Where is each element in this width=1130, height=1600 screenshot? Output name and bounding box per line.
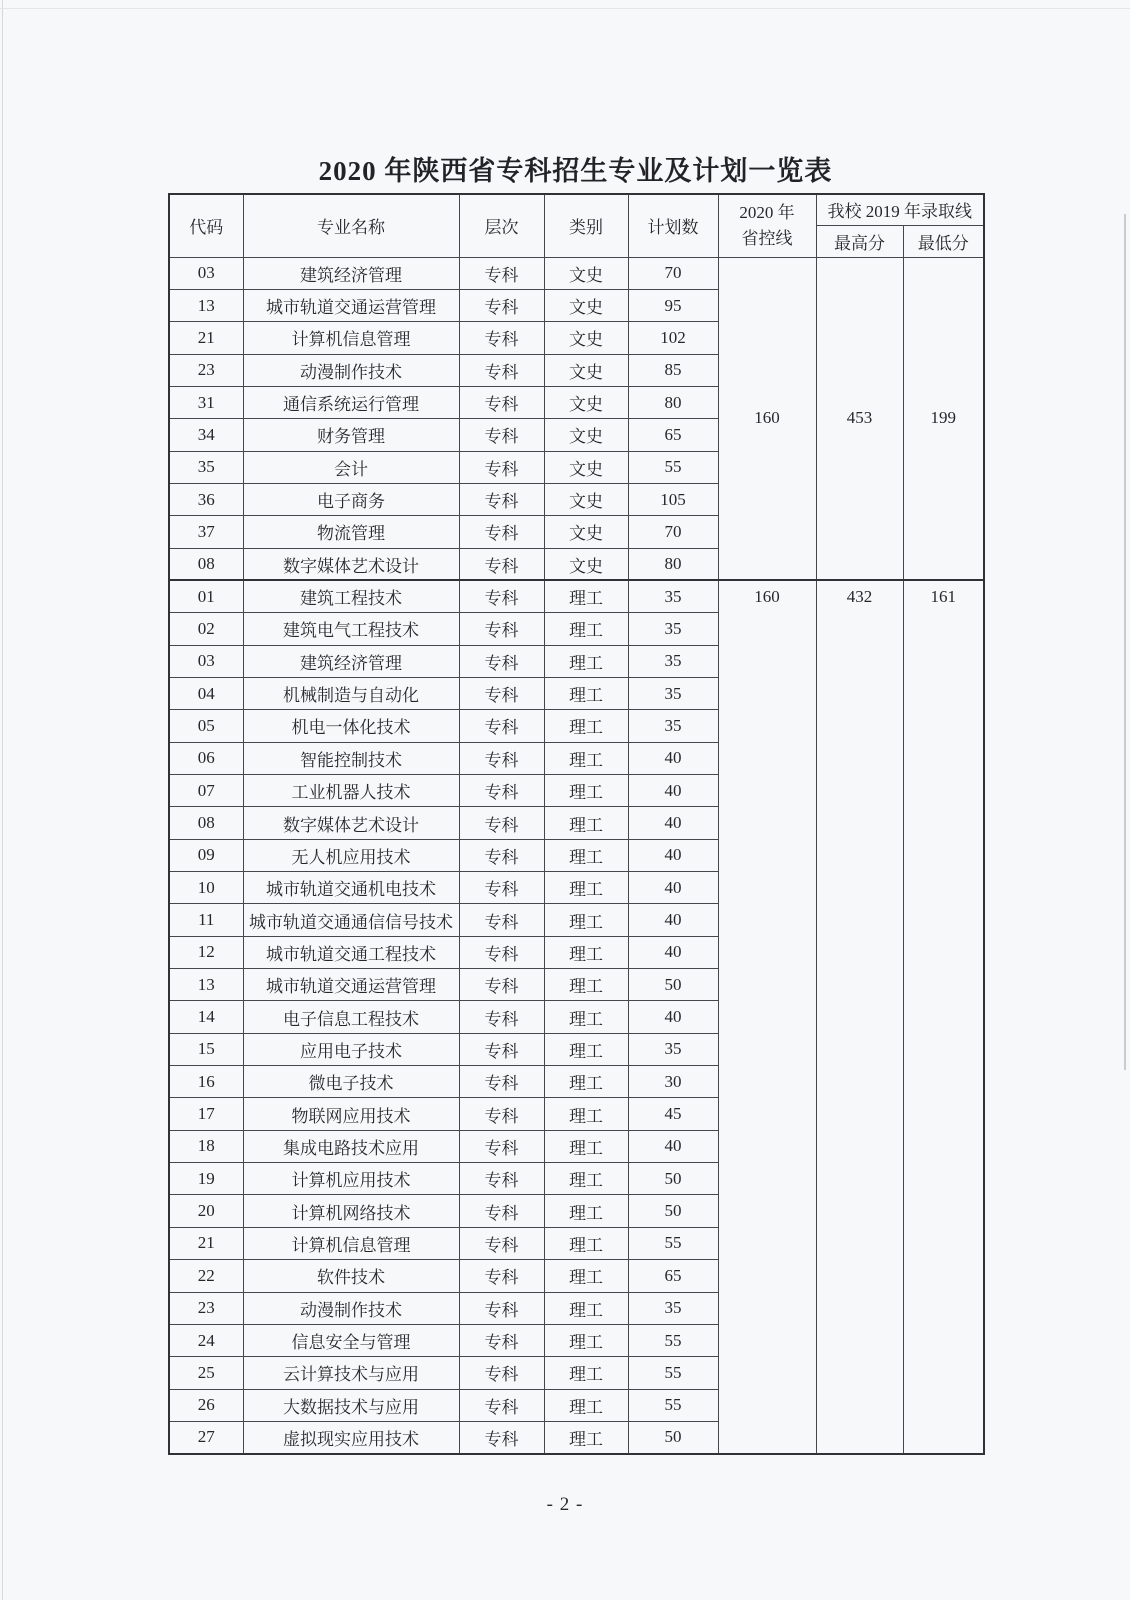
cell-level: 专科 — [459, 807, 544, 839]
cell-category: 理工 — [544, 1227, 628, 1259]
cell-control_line: 160 — [718, 257, 816, 580]
cell-major: 智能控制技术 — [243, 742, 459, 774]
cell-plan: 35 — [628, 1033, 718, 1065]
cell-category: 理工 — [544, 677, 628, 709]
cell-major: 计算机信息管理 — [243, 322, 459, 354]
cell-major: 电子信息工程技术 — [243, 1001, 459, 1033]
cell-code: 20 — [169, 1195, 243, 1227]
cell-plan: 45 — [628, 1098, 718, 1130]
cell-level: 专科 — [459, 677, 544, 709]
cell-category: 理工 — [544, 1260, 628, 1292]
cell-min_score: 161 — [903, 580, 984, 1453]
cell-level: 专科 — [459, 775, 544, 807]
cell-level: 专科 — [459, 839, 544, 871]
cell-control_line: 160 — [718, 580, 816, 1453]
cell-code: 10 — [169, 872, 243, 904]
cell-category: 文史 — [544, 419, 628, 451]
cell-code: 23 — [169, 354, 243, 386]
cell-category: 文史 — [544, 322, 628, 354]
cell-level: 专科 — [459, 451, 544, 483]
cell-major: 城市轨道交通机电技术 — [243, 872, 459, 904]
cell-major: 数字媒体艺术设计 — [243, 548, 459, 580]
cell-category: 理工 — [544, 1130, 628, 1162]
cell-level: 专科 — [459, 613, 544, 645]
cell-code: 13 — [169, 289, 243, 321]
cell-plan: 40 — [628, 775, 718, 807]
scan-edge-left — [2, 0, 3, 1600]
cell-code: 36 — [169, 483, 243, 515]
cell-category: 文史 — [544, 354, 628, 386]
cell-plan: 55 — [628, 1227, 718, 1259]
cell-level: 专科 — [459, 904, 544, 936]
cell-plan: 40 — [628, 839, 718, 871]
cell-major: 通信系统运行管理 — [243, 386, 459, 418]
cell-level: 专科 — [459, 1357, 544, 1389]
cell-level: 专科 — [459, 1389, 544, 1421]
cell-code: 15 — [169, 1033, 243, 1065]
page-number: - 2 - — [546, 1494, 584, 1515]
cell-plan: 102 — [628, 322, 718, 354]
cell-plan: 65 — [628, 1260, 718, 1292]
header-control-line-1: 2020 年 — [739, 202, 795, 222]
cell-category: 理工 — [544, 839, 628, 871]
cell-max_score: 432 — [816, 580, 903, 1453]
cell-level: 专科 — [459, 289, 544, 321]
header-school-2019-group: 我校 2019 年录取线 — [816, 194, 984, 225]
cell-category: 理工 — [544, 1195, 628, 1227]
cell-plan: 65 — [628, 419, 718, 451]
cell-major: 会计 — [243, 451, 459, 483]
cell-code: 05 — [169, 710, 243, 742]
cell-major: 计算机网络技术 — [243, 1195, 459, 1227]
cell-level: 专科 — [459, 1292, 544, 1324]
header-control-line-2: 省控线 — [741, 228, 793, 248]
header-min-score: 最低分 — [903, 225, 984, 257]
cell-major: 应用电子技术 — [243, 1033, 459, 1065]
cell-level: 专科 — [459, 1227, 544, 1259]
cell-level: 专科 — [459, 354, 544, 386]
cell-plan: 50 — [628, 1195, 718, 1227]
cell-major: 电子商务 — [243, 483, 459, 515]
cell-plan: 55 — [628, 1357, 718, 1389]
cell-category: 文史 — [544, 483, 628, 515]
cell-plan: 50 — [628, 1421, 718, 1453]
cell-plan: 85 — [628, 354, 718, 386]
cell-plan: 35 — [628, 677, 718, 709]
cell-code: 09 — [169, 839, 243, 871]
cell-major: 集成电路技术应用 — [243, 1130, 459, 1162]
cell-level: 专科 — [459, 483, 544, 515]
cell-category: 理工 — [544, 775, 628, 807]
cell-level: 专科 — [459, 1260, 544, 1292]
cell-major: 建筑经济管理 — [243, 257, 459, 289]
enrollment-plan-table — [168, 193, 985, 1455]
cell-major: 建筑工程技术 — [243, 580, 459, 612]
cell-code: 21 — [169, 1227, 243, 1259]
cell-plan: 55 — [628, 1389, 718, 1421]
scan-edge-right — [1124, 214, 1126, 1070]
cell-code: 08 — [169, 548, 243, 580]
cell-major: 动漫制作技术 — [243, 1292, 459, 1324]
cell-category: 理工 — [544, 1357, 628, 1389]
cell-code: 17 — [169, 1098, 243, 1130]
cell-plan: 50 — [628, 969, 718, 1001]
cell-plan: 40 — [628, 742, 718, 774]
cell-min_score: 199 — [903, 257, 984, 580]
cell-category: 文史 — [544, 516, 628, 548]
cell-code: 07 — [169, 775, 243, 807]
cell-plan: 70 — [628, 257, 718, 289]
table-row — [169, 580, 984, 612]
cell-major: 城市轨道交通通信信号技术 — [243, 904, 459, 936]
cell-code: 01 — [169, 580, 243, 612]
cell-plan: 70 — [628, 516, 718, 548]
cell-major: 计算机信息管理 — [243, 1227, 459, 1259]
cell-category: 文史 — [544, 548, 628, 580]
cell-level: 专科 — [459, 548, 544, 580]
header-major: 专业名称 — [243, 194, 459, 257]
cell-level: 专科 — [459, 1001, 544, 1033]
cell-code: 22 — [169, 1260, 243, 1292]
cell-level: 专科 — [459, 645, 544, 677]
cell-level: 专科 — [459, 872, 544, 904]
cell-level: 专科 — [459, 1195, 544, 1227]
cell-code: 37 — [169, 516, 243, 548]
cell-major: 信息安全与管理 — [243, 1324, 459, 1356]
cell-category: 理工 — [544, 613, 628, 645]
cell-category: 理工 — [544, 872, 628, 904]
cell-level: 专科 — [459, 1421, 544, 1453]
header-max-score: 最高分 — [816, 225, 903, 257]
cell-level: 专科 — [459, 257, 544, 289]
cell-plan: 40 — [628, 1130, 718, 1162]
cell-plan: 95 — [628, 289, 718, 321]
cell-plan: 35 — [628, 613, 718, 645]
cell-category: 理工 — [544, 1098, 628, 1130]
cell-major: 动漫制作技术 — [243, 354, 459, 386]
cell-category: 理工 — [544, 936, 628, 968]
header-code: 代码 — [169, 194, 243, 257]
cell-level: 专科 — [459, 1066, 544, 1098]
cell-major: 物联网应用技术 — [243, 1098, 459, 1130]
cell-level: 专科 — [459, 322, 544, 354]
cell-level: 专科 — [459, 419, 544, 451]
cell-category: 理工 — [544, 1066, 628, 1098]
cell-category: 理工 — [544, 580, 628, 612]
cell-code: 31 — [169, 386, 243, 418]
cell-plan: 40 — [628, 1001, 718, 1033]
cell-plan: 40 — [628, 872, 718, 904]
cell-code: 27 — [169, 1421, 243, 1453]
cell-level: 专科 — [459, 516, 544, 548]
cell-major: 计算机应用技术 — [243, 1163, 459, 1195]
cell-level: 专科 — [459, 1163, 544, 1195]
header-level: 层次 — [459, 194, 544, 257]
cell-level: 专科 — [459, 742, 544, 774]
cell-category: 理工 — [544, 969, 628, 1001]
cell-major: 城市轨道交通工程技术 — [243, 936, 459, 968]
cell-plan: 35 — [628, 1292, 718, 1324]
cell-plan: 40 — [628, 807, 718, 839]
cell-level: 专科 — [459, 386, 544, 418]
cell-code: 13 — [169, 969, 243, 1001]
cell-category: 理工 — [544, 904, 628, 936]
cell-major: 机械制造与自动化 — [243, 677, 459, 709]
page-title: 2020 年陕西省专科招生专业及计划一览表 — [318, 156, 833, 186]
cell-code: 11 — [169, 904, 243, 936]
cell-category: 文史 — [544, 451, 628, 483]
cell-plan: 30 — [628, 1066, 718, 1098]
cell-category: 理工 — [544, 742, 628, 774]
cell-level: 专科 — [459, 710, 544, 742]
cell-category: 文史 — [544, 386, 628, 418]
cell-category: 文史 — [544, 257, 628, 289]
cell-plan: 35 — [628, 710, 718, 742]
cell-major: 工业机器人技术 — [243, 775, 459, 807]
cell-code: 26 — [169, 1389, 243, 1421]
cell-level: 专科 — [459, 1033, 544, 1065]
cell-major: 云计算技术与应用 — [243, 1357, 459, 1389]
cell-plan: 80 — [628, 386, 718, 418]
cell-max_score: 453 — [816, 257, 903, 580]
cell-code: 06 — [169, 742, 243, 774]
cell-code: 19 — [169, 1163, 243, 1195]
cell-major: 机电一体化技术 — [243, 710, 459, 742]
cell-major: 城市轨道交通运营管理 — [243, 969, 459, 1001]
cell-code: 08 — [169, 807, 243, 839]
cell-level: 专科 — [459, 1098, 544, 1130]
cell-code: 16 — [169, 1066, 243, 1098]
cell-level: 专科 — [459, 1324, 544, 1356]
cell-category: 文史 — [544, 289, 628, 321]
cell-code: 14 — [169, 1001, 243, 1033]
cell-code: 23 — [169, 1292, 243, 1324]
cell-code: 03 — [169, 257, 243, 289]
cell-code: 35 — [169, 451, 243, 483]
table-row — [169, 257, 984, 289]
cell-code: 03 — [169, 645, 243, 677]
cell-major: 大数据技术与应用 — [243, 1389, 459, 1421]
table-body — [169, 257, 984, 1454]
cell-level: 专科 — [459, 936, 544, 968]
table-header — [169, 194, 984, 257]
cell-major: 建筑经济管理 — [243, 645, 459, 677]
cell-plan: 105 — [628, 483, 718, 515]
cell-plan: 55 — [628, 1324, 718, 1356]
cell-category: 理工 — [544, 1292, 628, 1324]
header-control-line — [718, 194, 816, 257]
cell-major: 建筑电气工程技术 — [243, 613, 459, 645]
cell-plan: 80 — [628, 548, 718, 580]
cell-plan: 35 — [628, 580, 718, 612]
cell-category: 理工 — [544, 1033, 628, 1065]
cell-code: 34 — [169, 419, 243, 451]
cell-category: 理工 — [544, 807, 628, 839]
cell-major: 软件技术 — [243, 1260, 459, 1292]
cell-code: 04 — [169, 677, 243, 709]
cell-major: 物流管理 — [243, 516, 459, 548]
cell-plan: 35 — [628, 645, 718, 677]
cell-category: 理工 — [544, 710, 628, 742]
cell-category: 理工 — [544, 645, 628, 677]
cell-category: 理工 — [544, 1389, 628, 1421]
header-plan-count: 计划数 — [628, 194, 718, 257]
cell-major: 数字媒体艺术设计 — [243, 807, 459, 839]
cell-plan: 55 — [628, 451, 718, 483]
cell-code: 18 — [169, 1130, 243, 1162]
cell-category: 理工 — [544, 1163, 628, 1195]
cell-code: 21 — [169, 322, 243, 354]
cell-code: 25 — [169, 1357, 243, 1389]
cell-level: 专科 — [459, 969, 544, 1001]
cell-category: 理工 — [544, 1421, 628, 1453]
cell-category: 理工 — [544, 1324, 628, 1356]
cell-plan: 50 — [628, 1163, 718, 1195]
cell-major: 无人机应用技术 — [243, 839, 459, 871]
cell-major: 财务管理 — [243, 419, 459, 451]
cell-major: 城市轨道交通运营管理 — [243, 289, 459, 321]
cell-code: 24 — [169, 1324, 243, 1356]
cell-category: 理工 — [544, 1001, 628, 1033]
cell-major: 微电子技术 — [243, 1066, 459, 1098]
cell-level: 专科 — [459, 1130, 544, 1162]
scan-edge-top — [0, 8, 1130, 9]
cell-code: 02 — [169, 613, 243, 645]
cell-major: 虚拟现实应用技术 — [243, 1421, 459, 1453]
header-category: 类别 — [544, 194, 628, 257]
cell-code: 12 — [169, 936, 243, 968]
cell-plan: 40 — [628, 904, 718, 936]
cell-level: 专科 — [459, 580, 544, 612]
cell-plan: 40 — [628, 936, 718, 968]
